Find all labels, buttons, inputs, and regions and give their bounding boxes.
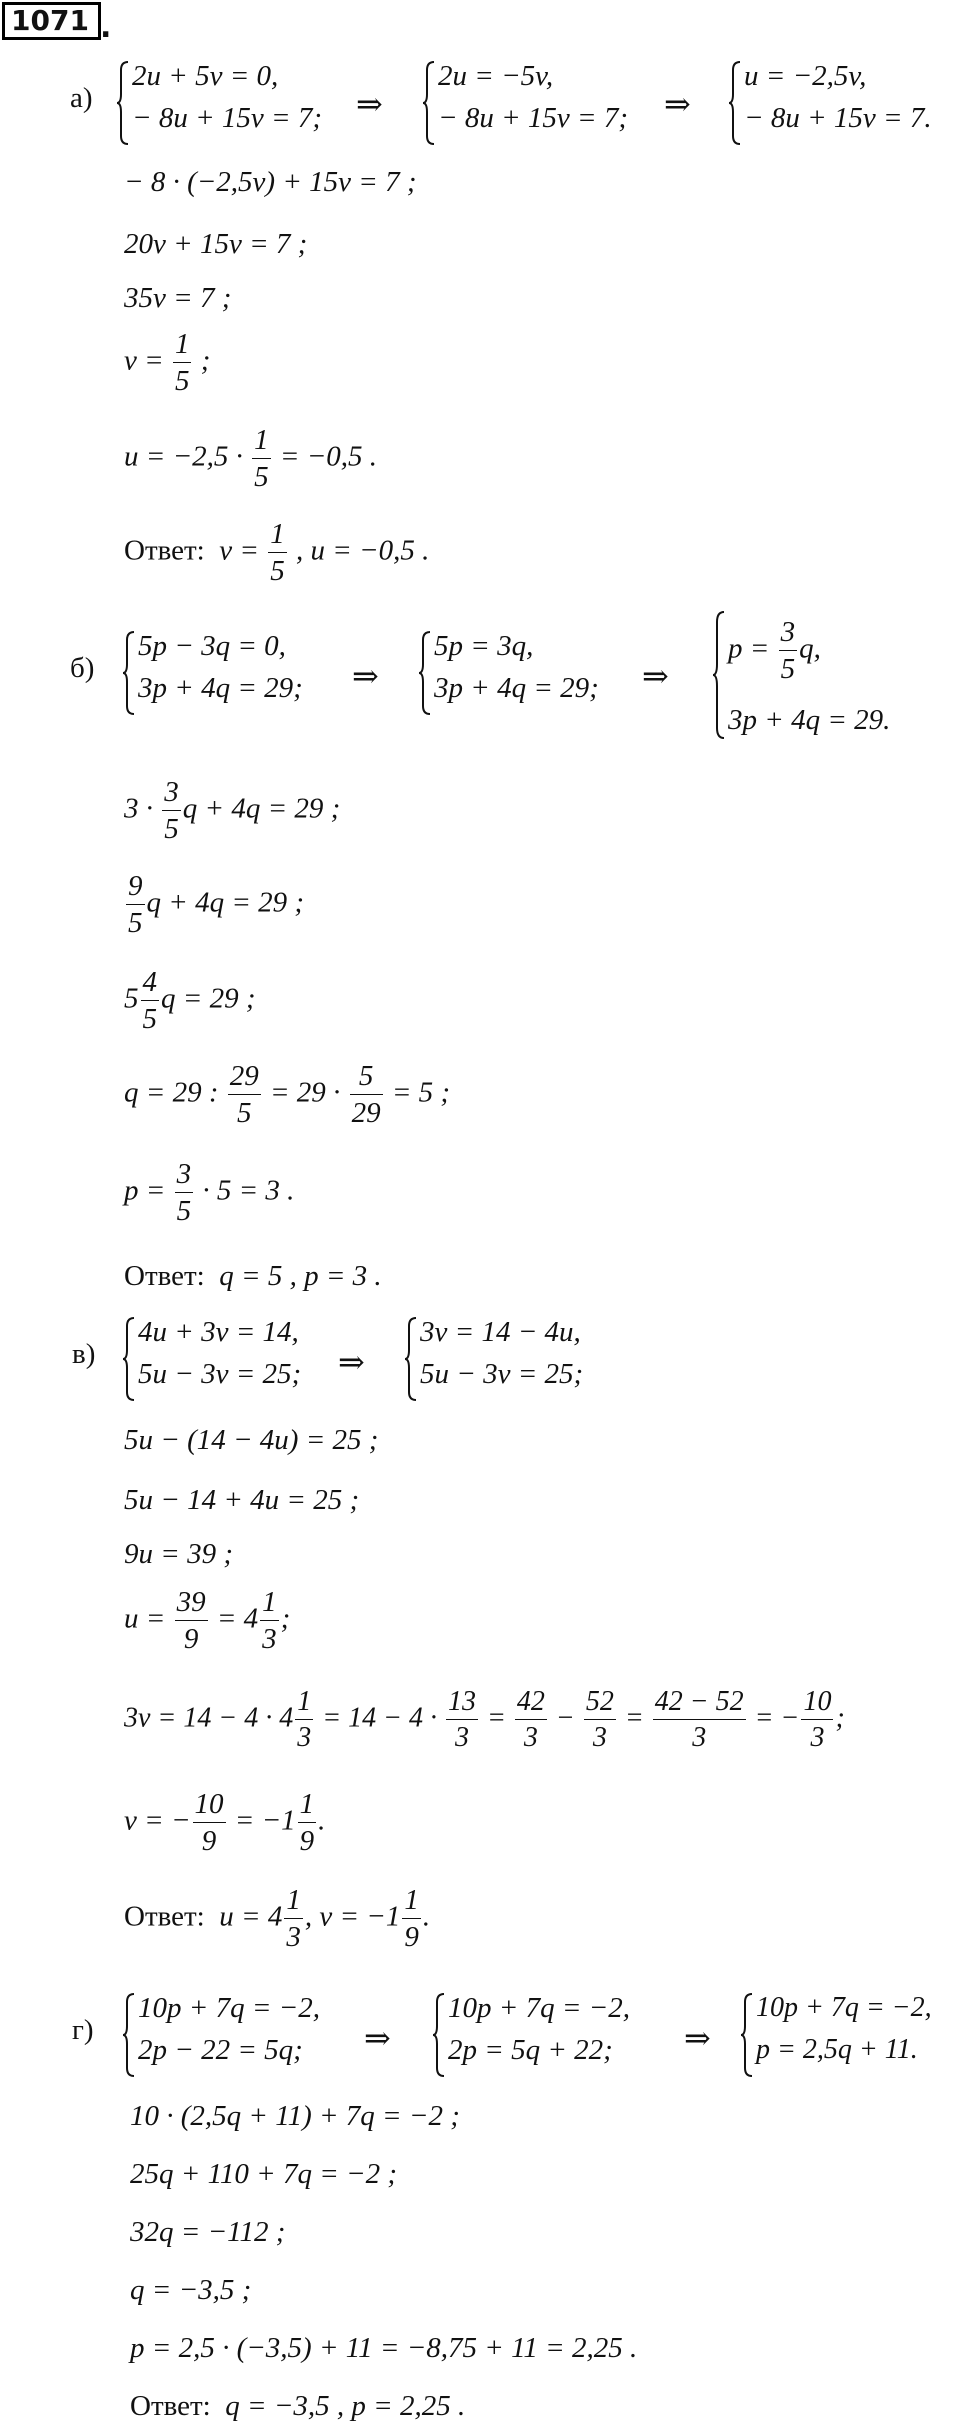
implies-arrow: ⇒ <box>352 658 379 694</box>
a-sys2-eq2: − 8u + 15v = 7; <box>438 102 628 134</box>
a-sys3-eq2: − 8u + 15v = 7. <box>744 102 932 134</box>
brace-icon <box>404 1316 418 1402</box>
v-line-3: 9u = 39 ; <box>124 1538 233 1570</box>
g-line-1: 10 · (2,5q + 11) + 7q = −2 ; <box>130 2100 460 2132</box>
fraction: $\frac{29}{5}$ <box>229 1060 259 1129</box>
v-sys1-eq1: 4u + 3v = 14, <box>138 1316 299 1348</box>
a-sys1-eq2: − 8u + 15v = 7; <box>132 102 322 134</box>
label-a: а) <box>70 82 93 114</box>
a-line-4 <box>124 330 210 396</box>
brace-icon <box>122 1316 136 1402</box>
b-sys1-eq1: 5p − 3q = 0, <box>138 630 286 662</box>
fraction: $\frac{42}{3}$ <box>516 1686 545 1753</box>
fraction: $\frac{1}{5}$ <box>270 518 285 587</box>
fraction: $\frac{1}{5}$ <box>174 328 190 397</box>
problem-number-dot: . <box>100 10 112 45</box>
implies-arrow: ⇒ <box>684 2020 711 2056</box>
brace-icon <box>418 630 432 716</box>
fraction: $\frac{1}{9}$ <box>299 1788 315 1857</box>
fraction: $\frac{4}{5}$ <box>142 966 157 1035</box>
expr: ; <box>200 344 211 377</box>
brace-icon <box>116 60 130 146</box>
fraction: $\frac{39}{9}$ <box>176 1586 206 1655</box>
v-line-4: u = $\frac{39}{9}$ = 4 $\frac{1}{3}$ ; <box>124 1586 291 1655</box>
a-line-5 <box>124 426 377 492</box>
fraction: $\frac{1}{5}$ <box>254 424 269 493</box>
answer-label: Ответ: <box>130 2390 211 2422</box>
b-sys3-eq2: 3p + 4q = 29. <box>728 704 891 736</box>
implies-arrow: ⇒ <box>664 86 691 122</box>
fraction: $\frac{1}{3}$ <box>262 1586 277 1655</box>
fraction: $\frac{3}{5}$ <box>176 1158 192 1227</box>
b-line-1: 3 · $\frac{3}{5}$ q + 4q = 29 ; <box>124 776 341 845</box>
implies-arrow: ⇒ <box>356 86 383 122</box>
brace-icon <box>728 60 742 146</box>
brace-icon <box>432 1992 446 2078</box>
label-g: г) <box>72 2014 94 2046</box>
fraction: $\frac{1}{3}$ <box>286 1884 301 1953</box>
fraction: $\frac{3}{5}$ <box>164 776 179 845</box>
a-sys3-eq1: u = −2,5v, <box>744 60 867 92</box>
label-b: б) <box>70 652 95 684</box>
brace-icon <box>740 1992 754 2078</box>
brace-icon <box>712 610 726 740</box>
g-sys3-eq1: 10p + 7q = −2, <box>756 1992 932 2023</box>
b-line-5: p = $\frac{3}{5}$ · 5 = 3 . <box>124 1158 295 1227</box>
a-sys2-eq1: 2u = −5v, <box>438 60 554 92</box>
v-sys1-eq2: 5u − 3v = 25; <box>138 1358 302 1390</box>
b-sys2-eq1: 5p = 3q, <box>434 630 534 662</box>
b-answer <box>124 1262 382 1291</box>
v-line-6: v = − $\frac{10}{9}$ = −1 $\frac{1}{9}$ . <box>124 1788 326 1857</box>
v-sys2-eq1: 3v = 14 − 4u, <box>420 1316 581 1348</box>
b-sys1-eq2: 3p + 4q = 29; <box>138 672 303 704</box>
a-line-1: − 8 · (−2,5v) + 15v = 7 ; <box>124 166 417 198</box>
b-line-2: $\frac{9}{5}$ q + 4q = 29 ; <box>128 870 305 939</box>
v-line-1: 5u − (14 − 4u) = 25 ; <box>124 1424 379 1456</box>
implies-arrow: ⇒ <box>338 1344 365 1380</box>
problem-number: 1071 <box>2 2 101 40</box>
answer-label: Ответ: <box>124 1260 205 1292</box>
fraction: $\frac{1}{9}$ <box>404 1884 419 1953</box>
v-sys2-eq2: 5u − 3v = 25; <box>420 1358 584 1390</box>
expr: q = 5 , p = 3 . <box>219 1260 382 1292</box>
g-answer <box>130 2392 465 2421</box>
b-sys2-eq2: 3p + 4q = 29; <box>434 672 599 704</box>
g-line-2: 25q + 110 + 7q = −2 ; <box>130 2158 398 2190</box>
expr: , u = −0,5 . <box>295 534 430 567</box>
v-line-5: 3v = 14 − 4 · 4 $\frac{1}{3}$ = 14 − 4 · $\frac{13}{3}$ = $\frac{42}{3}$ − $\frac{52}{3}$ = $\frac{42 - 52}{3}$ = − $\frac{10}{3}$ ; <box>124 1686 845 1753</box>
g-sys1-eq1: 10p + 7q = −2, <box>138 1992 320 2024</box>
v-line-2: 5u − 14 + 4u = 25 ; <box>124 1484 360 1516</box>
answer-label: Ответ: <box>124 1900 205 1933</box>
g-sys3-eq2: p = 2,5q + 11. <box>756 2034 918 2065</box>
g-line-4: q = −3,5 ; <box>130 2274 252 2306</box>
expr: q = −3,5 , p = 2,25 . <box>225 2390 466 2422</box>
g-line-5: p = 2,5 · (−3,5) + 11 = −8,75 + 11 = 2,25 . <box>130 2332 638 2364</box>
fraction: $\frac{52}{3}$ <box>585 1686 614 1753</box>
a-answer <box>124 520 429 586</box>
brace-icon <box>122 630 136 716</box>
implies-arrow: ⇒ <box>364 2020 391 2056</box>
expr: = −0,5 . <box>279 440 378 473</box>
g-sys2-eq1: 10p + 7q = −2, <box>448 1992 630 2024</box>
brace-icon <box>422 60 436 146</box>
fraction: $\frac{13}{3}$ <box>448 1686 477 1753</box>
fraction: $\frac{10}{3}$ <box>803 1686 832 1753</box>
g-sys1-eq2: 2p − 22 = 5q; <box>138 2034 303 2066</box>
fraction: $\frac{1}{3}$ <box>297 1686 312 1753</box>
expr: u = −2,5 · <box>124 440 243 473</box>
expr: v = <box>219 534 259 567</box>
expr: v = <box>124 344 164 377</box>
label-v: в) <box>72 1338 96 1370</box>
v-answer: Ответ: u = 4 $\frac{1}{3}$ , v = −1 $\frac{1}{9}$ . <box>124 1884 431 1953</box>
answer-label: Ответ: <box>124 534 205 567</box>
implies-arrow: ⇒ <box>642 658 669 694</box>
b-line-4: q = 29 : $\frac{29}{5}$ = 29 · $\frac{5}{29}$ = 5 ; <box>124 1060 451 1129</box>
fraction: $\frac{3}{5}$ <box>780 616 796 685</box>
a-sys1-eq1: 2u + 5v = 0, <box>132 60 279 92</box>
g-line-3: 32q = −112 ; <box>130 2216 286 2248</box>
g-sys2-eq2: 2p = 5q + 22; <box>448 2034 613 2066</box>
fraction: $\frac{42 - 52}{3}$ <box>654 1686 744 1753</box>
a-line-2: 20v + 15v = 7 ; <box>124 228 308 260</box>
a-line-3: 35v = 7 ; <box>124 282 232 314</box>
brace-icon <box>122 1992 136 2078</box>
fraction: $\frac{10}{9}$ <box>194 1788 224 1857</box>
b-line-3: 5 $\frac{4}{5}$ q = 29 ; <box>124 966 256 1035</box>
fraction: $\frac{5}{29}$ <box>351 1060 381 1129</box>
fraction: $\frac{9}{5}$ <box>128 870 143 939</box>
b-sys3-eq1: p = $\frac{3}{5}$ q, <box>728 616 821 685</box>
